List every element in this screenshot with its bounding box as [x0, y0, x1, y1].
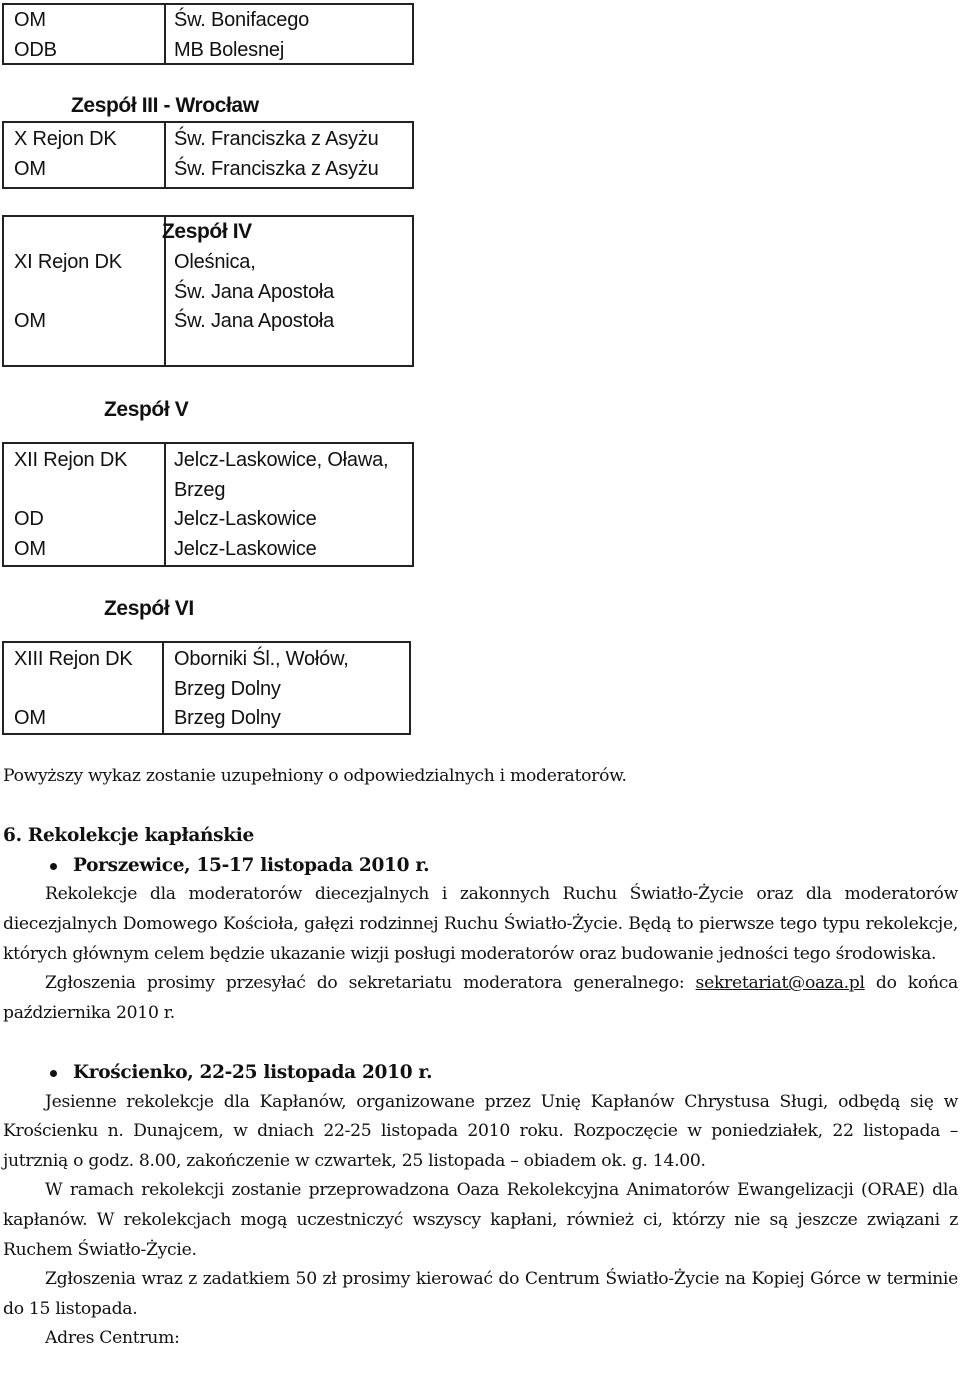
column-divider	[164, 444, 166, 565]
section-title: Rekolekcje kapłańskie	[27, 825, 254, 847]
parish-cell: Jelcz-Laskowice	[174, 537, 317, 560]
parish-cell: Oborniki Śl., Wołów,	[174, 648, 349, 670]
role-cell	[14, 278, 122, 308]
parish-cell: Brzeg Dolny	[174, 677, 281, 700]
role-cell: OM	[14, 537, 46, 560]
retreat-registration	[3, 969, 958, 1028]
retreat-orae: W ramach rekolekcji zostanie przeprowadzona Oaza Rekolekcyjna Animatorów Ewangelizacji (ORAE) dla kapłanów. W rekolekcjach mogą uczestniczyć wszyscy kapłani, również ci, którzy nie są jeszcze związani z Ruchem Światło-Życie.	[3, 1180, 958, 1260]
team-heading: Zespół III - Wrocław	[71, 94, 259, 117]
parish-column	[174, 645, 349, 734]
role-cell	[14, 476, 127, 506]
parish-column	[174, 446, 388, 564]
column-divider	[164, 123, 166, 187]
list-note: Powyższy wykaz zostanie uzupełniony o odpowiedzialnych i moderatorów.	[3, 766, 627, 786]
role-column	[14, 6, 57, 65]
role-column	[14, 248, 122, 337]
retreat-bullet	[3, 851, 958, 881]
registration-deadline: do końca października 2010 r.	[3, 973, 958, 1023]
parish-cell: Św. Jana Apostoła	[174, 280, 335, 303]
parish-table-3	[2, 215, 414, 367]
role-cell: XIII Rejon DK	[14, 648, 133, 670]
retreat-description: Jesienne rekolekcje dla Kapłanów, organizowane przez Unię Kapłanów Chrystusa Sługi, odbędą się w Krościenku n. Dunajcem, w dniach 22-25 listopada 2010 roku. Rozpoczęcie w poniedziałek, 22 listopada – jutrznią o godz. 8.00, zakończenie w czwartek, 25 listopada – obiadem ok. g. 14.00.	[3, 1091, 958, 1171]
center-address-label: Adres Centrum:	[45, 1328, 180, 1349]
role-cell: ODB	[14, 38, 57, 61]
parish-cell: Św. Bonifacego	[174, 9, 310, 31]
parish-column	[174, 125, 379, 184]
role-cell	[14, 675, 133, 705]
retreat-description: Rekolekcje dla moderatorów diecezjalnych i zakonnych Ruchu Światło-Życie oraz dla moderatorów diecezjalnych Domowego Kościoła, gałęzi rodzinnej Ruchu Światło-Życie. Będą to pierwsze tego typu rekolekcje, których głównym celem będzie ukazanie wizji posługi moderatorów oraz budowanie jedności tego środowiska.	[3, 884, 958, 964]
role-cell: OD	[14, 508, 44, 530]
team-heading: Zespół V	[104, 398, 189, 421]
section-number: 6.	[3, 825, 22, 847]
role-cell: OM	[14, 707, 46, 729]
column-divider	[164, 5, 166, 63]
role-cell: X Rejon DK	[14, 128, 117, 150]
retreat-title: Krościenko, 22-25 listopada 2010 r.	[73, 1061, 433, 1083]
parish-table-2	[2, 121, 414, 189]
role-cell: OM	[14, 9, 46, 31]
role-column	[14, 645, 133, 734]
parish-cell: MB Bolesnej	[174, 38, 285, 61]
bullet-icon	[50, 863, 57, 870]
parish-table-5	[2, 641, 411, 735]
parish-cell: Św. Franciszka z Asyżu	[174, 128, 379, 150]
parish-cell: Brzeg	[174, 478, 226, 501]
parish-cell: Św. Jana Apostoła	[174, 310, 335, 332]
bullet-icon	[50, 1070, 57, 1077]
role-cell: XII Rejon DK	[14, 449, 128, 471]
parish-cell: Św. Franciszka z Asyżu	[174, 157, 379, 180]
parish-column	[174, 6, 309, 65]
parish-cell: Oleśnica,	[174, 251, 256, 273]
role-cell: OM	[14, 310, 46, 332]
document-body	[3, 762, 958, 1354]
column-divider	[162, 643, 164, 733]
parish-column	[174, 248, 334, 337]
role-column	[14, 125, 117, 184]
parish-cell: Jelcz-Laskowice	[174, 508, 317, 530]
parish-cell: Brzeg Dolny	[174, 707, 281, 729]
parish-table-4	[2, 442, 414, 567]
team-heading: Zespół VI	[104, 597, 194, 620]
team-heading: Zespół IV	[162, 220, 252, 243]
parish-cell: Jelcz-Laskowice, Oława,	[174, 449, 389, 471]
registration-text: Zgłoszenia prosimy przesyłać do sekretariatu moderatora generalnego:	[45, 973, 696, 994]
email-link[interactable]: sekretariat@oaza.pl	[695, 973, 865, 994]
role-column	[14, 446, 127, 564]
retreat-registration: Zgłoszenia wraz z zadatkiem 50 zł prosimy kierować do Centrum Światło-Życie na Kopiej Górce w terminie do 15 listopada.	[3, 1269, 958, 1319]
retreat-title: Porszewice, 15-17 listopada 2010 r.	[73, 854, 430, 876]
role-cell: OM	[14, 157, 46, 180]
parish-table-1	[2, 3, 414, 65]
role-cell: XI Rejon DK	[14, 251, 122, 273]
retreat-bullet	[3, 1058, 958, 1088]
section-heading	[3, 821, 958, 851]
